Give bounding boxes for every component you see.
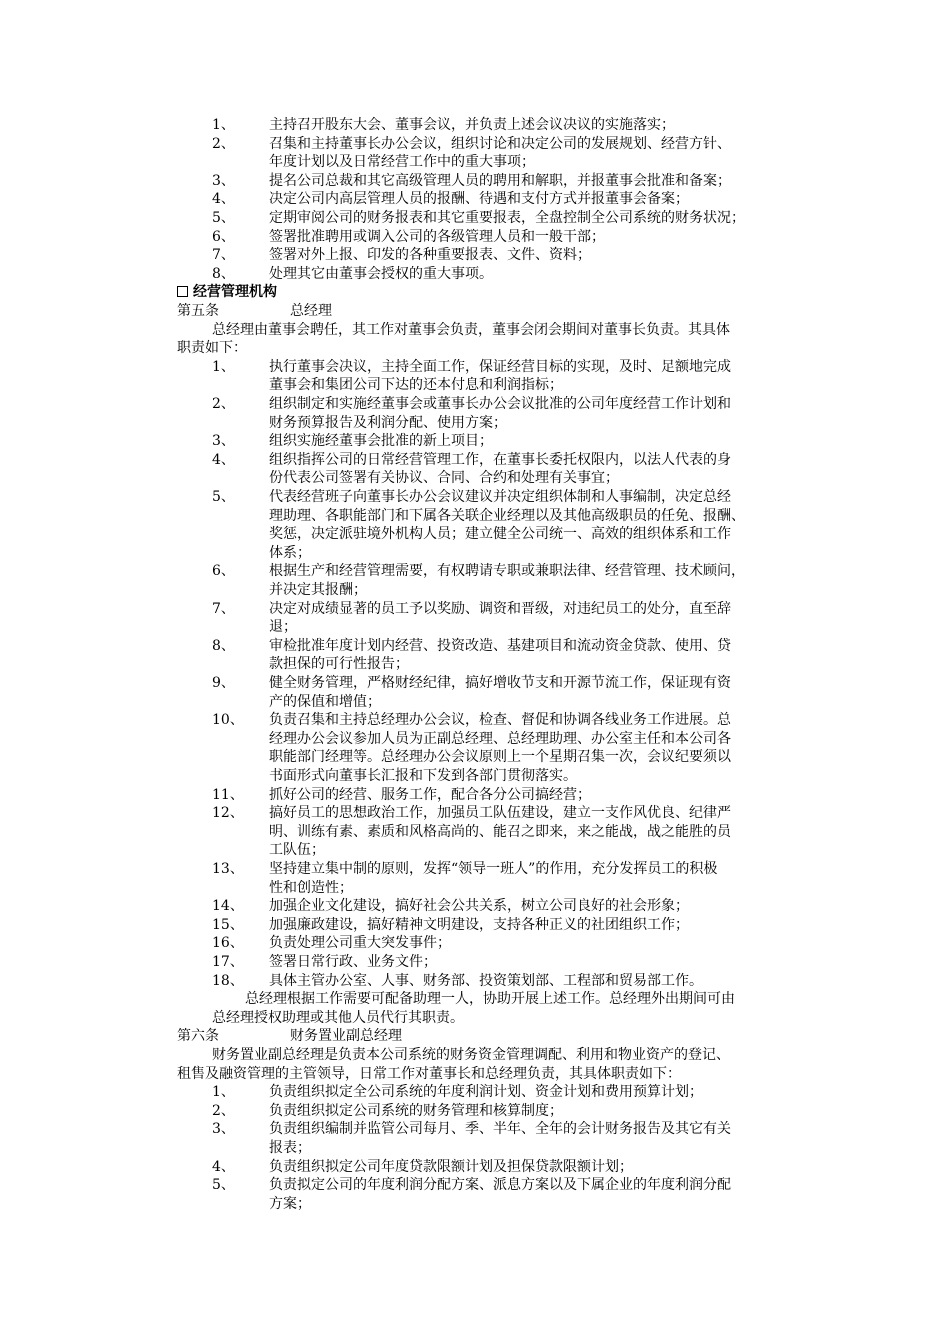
list-item-text: 根据生产和经营管理需要，有权聘请专职或兼职法律、经营管理、技术顾问， (269, 563, 745, 580)
list-item-text: 书面形式向董事长汇报和下发到各部门贯彻落实。 (269, 768, 577, 784)
article-6-title: 财务置业副总经理 (290, 1028, 402, 1045)
list-item-text: 份代表公司签署有关协议、合同、合约和处理有关事宜； (269, 470, 619, 487)
list-item-number: 1、 (212, 358, 235, 375)
list-item-text: 负责处理公司重大突发事件； (269, 935, 451, 952)
list-item-text: 奖惩，决定派驻境外机构人员；建立健全公司统一、高效的组织体系和工作 (269, 526, 731, 543)
list-item-text: 提名公司总裁和其它高级管理人员的聘用和解职，并报董事会批准和备案； (269, 172, 731, 189)
list-item-text: 主持召开股东大会、董事会议，并负责上述会议决议的实施落实； (269, 117, 675, 133)
list-item-number: 7、 (212, 600, 235, 617)
list-item-text: 健全财务管理，严格财经纪律，搞好增收节支和开源节流工作，保证现有资 (269, 675, 731, 691)
list-item-text: 处理其它由董事会授权的重大事项。 (269, 265, 493, 282)
list-item-text: 具体主管办公室、人事、财务部、投资策划部、工程部和贸易部工作。 (269, 972, 703, 989)
list-item-number: 4、 (212, 451, 235, 468)
list-item-text: 性和创造性； (269, 879, 353, 896)
list-item-number: 1、 (212, 117, 235, 133)
list-item-text: 决定对成绩显著的员工予以奖励、调资和晋级，对违纪员工的处分，直至辞 (269, 600, 731, 617)
list-item-number: 10、 (212, 712, 244, 729)
list-item-text: 加强企业文化建设，搞好社会公共关系，树立公司良好的社会形象； (269, 898, 689, 915)
list-item-text: 组织制定和实施经董事会或董事长办公会议批准的公司年度经营工作计划和 (269, 396, 731, 412)
list-item-number: 3、 (212, 433, 235, 450)
list-item-text: 明、训练有素、素质和风格高尚的、能召之即来，来之能战，战之能胜的员 (269, 823, 731, 840)
list-item-text: 报表； (269, 1140, 311, 1156)
list-item-number: 9、 (212, 675, 235, 691)
article-5-title: 总经理 (290, 303, 332, 319)
list-item-text: 签署日常行政、业务文件； (269, 954, 437, 970)
article-5-label: 第五条 (177, 303, 219, 319)
list-item-number: 3、 (212, 172, 235, 189)
list-item-number: 13、 (212, 861, 244, 877)
list-item-number: 16、 (212, 935, 244, 952)
list-item-number: 5、 (212, 489, 235, 505)
list-item-number: 1、 (212, 1084, 235, 1101)
list-item-number: 17、 (212, 954, 244, 970)
paragraph-line: 总经理根据工作需要可配备助理一人，协助开展上述工作。总经理外出期间可由 (245, 991, 735, 1008)
checkbox-square-icon (177, 286, 188, 297)
list-item-text: 财务预算报告及利润分配、使用方案； (269, 414, 507, 431)
list-item-text: 坚持建立集中制的原则，发挥“领导一班人”的作用，充分发挥员工的积极 (269, 861, 718, 877)
list-item-number: 2、 (212, 1102, 235, 1119)
list-item-text: 理助理、各职能部门和下属各关联企业经理以及其他高级职员的任免、报酬、 (269, 507, 745, 524)
list-item-text: 签署批准聘用或调入公司的各级管理人员和一般干部； (269, 228, 605, 245)
article-6-label: 第六条 (177, 1028, 219, 1045)
list-item-text: 并决定其报酬； (269, 582, 367, 598)
list-item-text: 代表经营班子向董事长办公会议建议并决定组织体制和人事编制，决定总经 (269, 489, 731, 505)
list-item-text: 加强廉政建设，搞好精神文明建设，支持各种正义的社团组织工作； (269, 916, 689, 933)
list-item-text: 董事会和集团公司下达的还本付息和利润指标； (269, 377, 563, 394)
paragraph-line: 租售及融资管理的主管领导，日常工作对董事长和总经理负责，其具体职责如下： (177, 1065, 681, 1082)
list-item-number: 2、 (212, 135, 235, 152)
list-item-text: 审检批准年度计划内经营、投资改造、基建项目和流动资金贷款、使用、贷 (269, 637, 731, 654)
list-item-text: 退； (269, 619, 297, 636)
list-item-text: 负责组织拟定公司系统的财务管理和核算制度； (269, 1102, 563, 1119)
list-item-number: 18、 (212, 972, 244, 989)
list-item-text: 方案； (269, 1195, 311, 1212)
list-item-text: 负责组织拟定公司年度贷款限额计划及担保贷款限额计划； (269, 1158, 633, 1175)
list-item-text: 抓好公司的经营、服务工作，配合各分公司搞经营； (269, 786, 591, 803)
list-item-text: 组织指挥公司的日常经营管理工作，在董事长委托权限内，以法人代表的身 (269, 451, 731, 468)
list-item-text: 职能部门经理等。总经理办公会议原则上一个星期召集一次，会议纪要须以 (269, 749, 731, 766)
list-item-number: 5、 (212, 1177, 235, 1194)
list-item-text: 搞好员工的思想政治工作，加强员工队伍建设，建立一支作风优良、纪律严 (269, 805, 731, 822)
list-item-text: 负责拟定公司的年度利润分配方案、派息方案以及下属企业的年度利润分配 (269, 1177, 731, 1194)
list-item-number: 6、 (212, 563, 235, 580)
list-item-text: 工队伍； (269, 842, 325, 859)
list-item-number: 2、 (212, 396, 235, 412)
list-item-number: 3、 (212, 1121, 235, 1138)
list-item-number: 6、 (212, 228, 235, 245)
list-item-number: 14、 (212, 898, 244, 915)
list-item-text: 产的保值和增值； (269, 693, 381, 710)
list-item-number: 15、 (212, 916, 244, 933)
paragraph-line: 职责如下： (177, 340, 247, 357)
paragraph-line: 财务置业副总经理是负责本公司系统的财务资金管理调配、利用和物业资产的登记、 (212, 1047, 730, 1063)
list-item-number: 8、 (212, 265, 235, 282)
list-item-text: 款担保的可行性报告； (269, 656, 409, 673)
list-item-number: 4、 (212, 191, 235, 208)
list-item-number: 8、 (212, 637, 235, 654)
list-item-text: 决定公司内高层管理人员的报酬、待遇和支付方式并报董事会备案； (269, 191, 689, 208)
list-item-text: 负责召集和主持总经理办公会议，检查、督促和协调各线业务工作进展。总 (269, 712, 731, 729)
list-item-number: 11、 (212, 786, 244, 803)
list-item-text: 组织实施经董事会批准的新上项目； (269, 433, 493, 450)
paragraph-line: 总经理授权助理或其他人员代行其职责。 (212, 1009, 464, 1026)
list-item-text: 签署对外上报、印发的各种重要报表、文件、资料； (269, 247, 591, 264)
list-item-number: 5、 (212, 210, 235, 226)
list-item-text: 执行董事会决议，主持全面工作，保证经营目标的实现，及时、足额地完成 (269, 358, 731, 375)
list-item-text: 负责组织编制并监管公司每月、季、半年、全年的会计财务报告及其它有关 (269, 1121, 731, 1138)
section-heading-text: 经营管理机构 (193, 284, 277, 301)
list-item-text: 体系； (269, 544, 311, 561)
list-item-text: 定期审阅公司的财务报表和其它重要报表，全盘控制全公司系统的财务状况； (269, 210, 745, 226)
list-item-number: 7、 (212, 247, 235, 264)
paragraph-line: 总经理由董事会聘任，其工作对董事会负责，董事会闭会期间对董事长负责。其具体 (212, 321, 730, 338)
list-item-text: 召集和主持董事长办公会议，组织讨论和决定公司的发展规划、经营方针、 (269, 135, 731, 152)
list-item-text: 年度计划以及日常经营工作中的重大事项； (269, 154, 535, 171)
list-item-text: 经理办公会议参加人员为正副总经理、总经理助理、办公室主任和本公司各 (269, 730, 731, 747)
list-item-text: 负责组织拟定全公司系统的年度利润计划、资金计划和费用预算计划； (269, 1084, 703, 1101)
list-item-number: 12、 (212, 805, 244, 822)
section-heading (177, 283, 277, 301)
list-item-number: 4、 (212, 1158, 235, 1175)
